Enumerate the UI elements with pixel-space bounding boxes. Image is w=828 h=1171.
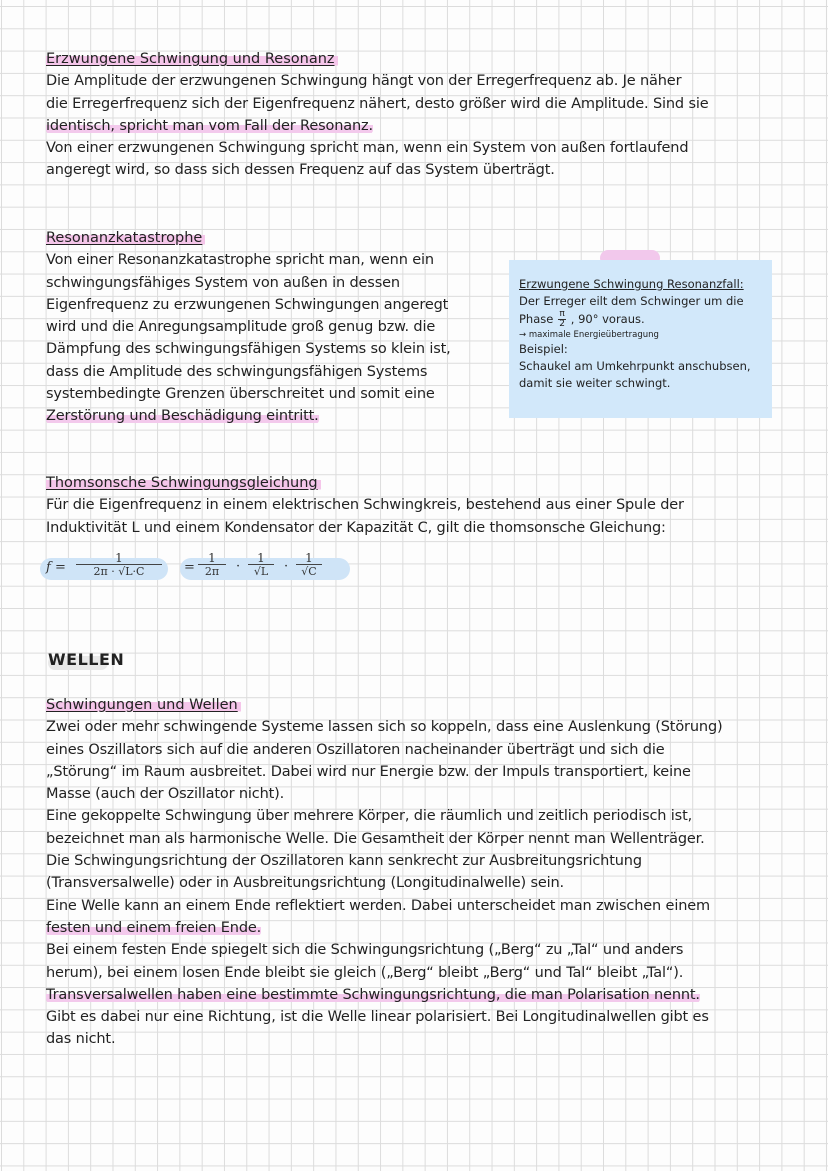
phase-fraction bbox=[558, 310, 565, 329]
phase-rest: , 90° voraus. bbox=[570, 312, 645, 326]
fraction bbox=[198, 552, 226, 578]
text-line: herum), bei einem losen Ende bleibt sie gleich („Berg“ bleibt „Berg“ und Tal“ bleibt „Tal“). bbox=[46, 964, 684, 981]
infobox-example-line: damit sie weiter schwingt. bbox=[519, 376, 671, 390]
text-line: Eigenfrequenz zu erzwungenen Schwingungen angeregt bbox=[46, 296, 449, 313]
numerator: 1 bbox=[257, 551, 265, 565]
text-line: bezeichnet man als harmonische Welle. Die Gesamtheit der Körper nennt man Wellenträger. bbox=[46, 830, 705, 847]
infobox-phase-line bbox=[519, 310, 751, 329]
text-line: Eine Welle kann an einem Ende reflektiert werden. Dabei unterscheidet man zwischen einem bbox=[46, 897, 710, 914]
text-line: Dämpfung des schwingungsfähigen Systems so klein ist, bbox=[46, 341, 451, 358]
denominator: √C bbox=[301, 565, 317, 578]
infobox-example-line: Schaukel am Umkehrpunkt anschubsen, bbox=[519, 359, 751, 373]
text-line: festen und einem freien Ende. bbox=[46, 919, 262, 936]
section-schwingungen-wellen bbox=[46, 694, 723, 1051]
text-line: angeregt wird, so dass sich dessen Frequenz auf das System überträgt. bbox=[46, 162, 555, 179]
phase-denominator: 2 bbox=[559, 319, 565, 329]
numerator: 1 bbox=[208, 551, 216, 565]
section-title: Resonanzkatastrophe bbox=[46, 227, 451, 249]
text-line: dass die Amplitude des schwingungsfähigen Systems bbox=[46, 363, 428, 380]
infobox bbox=[509, 260, 772, 418]
text-line: eines Oszillators sich auf die anderen Oszillatoren nacheinander überträgt und sich die bbox=[46, 741, 665, 758]
phase-numerator: π bbox=[559, 309, 565, 319]
denominator: 2π · √L·C bbox=[93, 565, 145, 578]
text-line: Von einer Resonanzkatastrophe spricht man, wenn ein bbox=[46, 252, 434, 269]
fraction bbox=[248, 552, 274, 578]
fraction bbox=[296, 552, 322, 578]
text-line: Masse (auch der Oszillator nicht). bbox=[46, 786, 285, 803]
text-line: Transversalwellen haben eine bestimmte Schwingungsrichtung, die man Polarisation nennt. bbox=[46, 986, 700, 1003]
text-line: schwingungsfähiges System von außen in dessen bbox=[46, 274, 400, 291]
text-line: Zerstörung und Beschädigung eintritt. bbox=[46, 408, 319, 425]
denominator: 2π bbox=[204, 565, 220, 578]
formula-dot: · bbox=[284, 559, 289, 574]
wellen-heading: WELLEN bbox=[48, 650, 125, 669]
text-line: Zwei oder mehr schwingende Systeme lassen sich so koppeln, dass eine Auslenkung (Störung) bbox=[46, 719, 723, 736]
text-line: wird und die Anregungsamplitude groß genug bzw. die bbox=[46, 319, 436, 336]
denominator: √L bbox=[253, 565, 269, 578]
formula-dot: · bbox=[236, 559, 241, 574]
infobox-title: Erzwungene Schwingung Resonanzfall: bbox=[519, 277, 744, 291]
infobox-line: Der Erreger eilt dem Schwinger um die bbox=[519, 294, 744, 308]
section-title: Erzwungene Schwingung und Resonanz bbox=[46, 48, 709, 70]
numerator: 1 bbox=[305, 551, 313, 565]
text-line: systembedingte Grenzen überschreitet und somit eine bbox=[46, 386, 435, 403]
text-line: (Transversalwelle) oder in Ausbreitungsrichtung (Longitudinalwelle) sein. bbox=[46, 875, 565, 892]
formula-equals: = bbox=[184, 560, 195, 575]
text-line: Die Amplitude der erzwungenen Schwingung hängt von der Erregerfrequenz ab. Je näher bbox=[46, 73, 682, 90]
infobox-content bbox=[519, 276, 751, 392]
section-title: Schwingungen und Wellen bbox=[46, 694, 723, 716]
text-line: Für die Eigenfrequenz in einem elektrischen Schwingkreis, bestehend aus einer Spule der bbox=[46, 497, 684, 514]
section-resonanz bbox=[46, 48, 709, 182]
infobox-note: → maximale Energieübertragung bbox=[519, 330, 659, 340]
text-line: identisch, spricht man vom Fall der Resonanz. bbox=[46, 117, 373, 134]
section-resonanzkatastrophe bbox=[46, 227, 451, 428]
text-line: „Störung“ im Raum ausbreitet. Dabei wird nur Energie bzw. der Impuls transportiert, keine bbox=[46, 763, 691, 780]
infobox-example-label: Beispiel: bbox=[519, 342, 568, 356]
text-line: die Erregerfrequenz sich der Eigenfrequenz nähert, desto größer wird die Amplitude. Sind sie bbox=[46, 95, 709, 112]
text-line: Gibt es dabei nur eine Richtung, ist die Welle linear polarisiert. Bei Longitudinalwellen gibt es bbox=[46, 1009, 709, 1026]
text-line: Die Schwingungsrichtung der Oszillatoren kann senkrecht zur Ausbreitungsrichtung bbox=[46, 853, 642, 870]
text-line: das nicht. bbox=[46, 1031, 116, 1048]
text-line: Bei einem festen Ende spiegelt sich die Schwingungsrichtung („Berg“ zu „Tal“ und anders bbox=[46, 942, 684, 959]
text-line: Eine gekoppelte Schwingung über mehrere Körper, die räumlich und zeitlich periodisch ist, bbox=[46, 808, 693, 825]
text-line: Induktivität L und einem Kondensator der Kapazität C, gilt die thomsonsche Gleichung: bbox=[46, 519, 666, 536]
section-title: Thomsonsche Schwingungsgleichung bbox=[46, 472, 684, 494]
fraction bbox=[76, 552, 162, 578]
numerator: 1 bbox=[115, 551, 123, 565]
phase-label: Phase bbox=[519, 312, 554, 326]
section-thomson bbox=[46, 472, 684, 539]
text-line: Von einer erzwungenen Schwingung spricht man, wenn ein System von außen fortlaufend bbox=[46, 140, 689, 157]
formula-lhs: f = bbox=[46, 560, 66, 575]
